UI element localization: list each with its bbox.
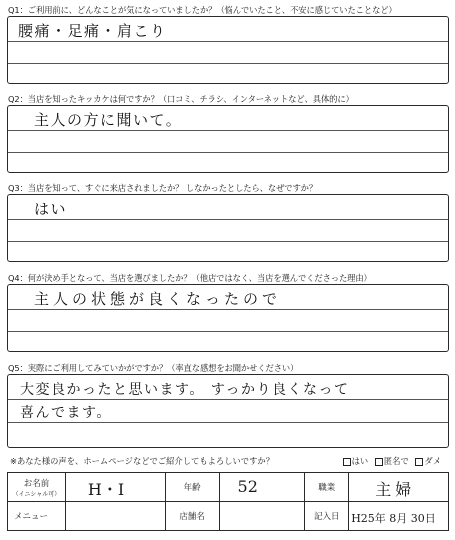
job-field[interactable] bbox=[349, 473, 449, 502]
age-value: 52 bbox=[237, 477, 258, 496]
consent-anonymous-label: 匿名で bbox=[383, 456, 409, 466]
menu-label: メニュー bbox=[8, 502, 66, 531]
consent-yes-checkbox[interactable] bbox=[343, 458, 351, 466]
name-label-cell bbox=[8, 473, 66, 502]
age-label: 年齢 bbox=[165, 473, 219, 502]
question-3-label: Q3：当店を知って、すぐに来店されましたか？ しなかったとしたら、なぜですか？ bbox=[8, 183, 318, 193]
job-value: 主婦 bbox=[375, 480, 416, 499]
consent-no-label: ダメ bbox=[424, 456, 441, 466]
answer-1-box[interactable] bbox=[7, 16, 449, 84]
question-5-label: Q5：実際にご利用してみていかがですか？（率直な感想をお聞かせください） bbox=[8, 363, 299, 373]
answer-2-box[interactable] bbox=[7, 105, 449, 173]
menu-field[interactable] bbox=[65, 502, 165, 531]
consent-yes-label: はい bbox=[351, 456, 369, 466]
answer-2-text: 主人の方に聞いて。 bbox=[34, 111, 183, 129]
consent-row bbox=[10, 455, 447, 467]
customer-info-table bbox=[7, 472, 449, 531]
consent-no-checkbox[interactable] bbox=[415, 458, 423, 466]
question-2-label: Q2：当店を知ったキッカケは何ですか？（口コミ、チラシ、インターネットなど、具体的に） bbox=[8, 94, 354, 104]
answer-5-text-line1: 大変良かったと思います。 すっかり良くなって bbox=[20, 382, 350, 398]
answer-1-text: 腰痛・足痛・肩こり bbox=[18, 22, 167, 40]
consent-anonymous-checkbox[interactable] bbox=[375, 458, 383, 466]
answer-3-box[interactable] bbox=[7, 194, 449, 262]
consent-question: ※あなた様の声を、ホームページなどでご紹介してもよろしいですか？ bbox=[10, 456, 274, 466]
age-field[interactable] bbox=[219, 473, 305, 502]
question-4-label: Q4：何が決め手となって、当店を選びましたか？（他店ではなく、当店を選んでくださった理由） bbox=[8, 273, 372, 283]
answer-4-box[interactable] bbox=[7, 284, 449, 352]
date-label: 記入日 bbox=[305, 502, 349, 531]
job-label: 職業 bbox=[305, 473, 349, 502]
name-label: お名前 bbox=[23, 478, 50, 489]
answer-5-box[interactable] bbox=[7, 374, 449, 448]
date-field[interactable] bbox=[349, 502, 449, 531]
store-label: 店舗名 bbox=[165, 502, 219, 531]
answer-4-text: 主人の状態が良くなったので bbox=[34, 290, 282, 308]
name-value: H・I bbox=[87, 480, 125, 499]
date-value: H25年 8月 30日 bbox=[351, 512, 436, 525]
store-field[interactable] bbox=[219, 502, 305, 531]
name-sub-label: （イニシャル可） bbox=[12, 490, 61, 498]
name-field[interactable] bbox=[65, 473, 165, 502]
answer-3-text: はい bbox=[34, 200, 68, 218]
answer-5-text-line2: 喜んでます。 bbox=[20, 405, 112, 421]
question-1-label: Q1：ご利用前に、どんなことが気になっていましたか？（悩んでいたこと、不安に感じていたことなど） bbox=[8, 5, 397, 15]
